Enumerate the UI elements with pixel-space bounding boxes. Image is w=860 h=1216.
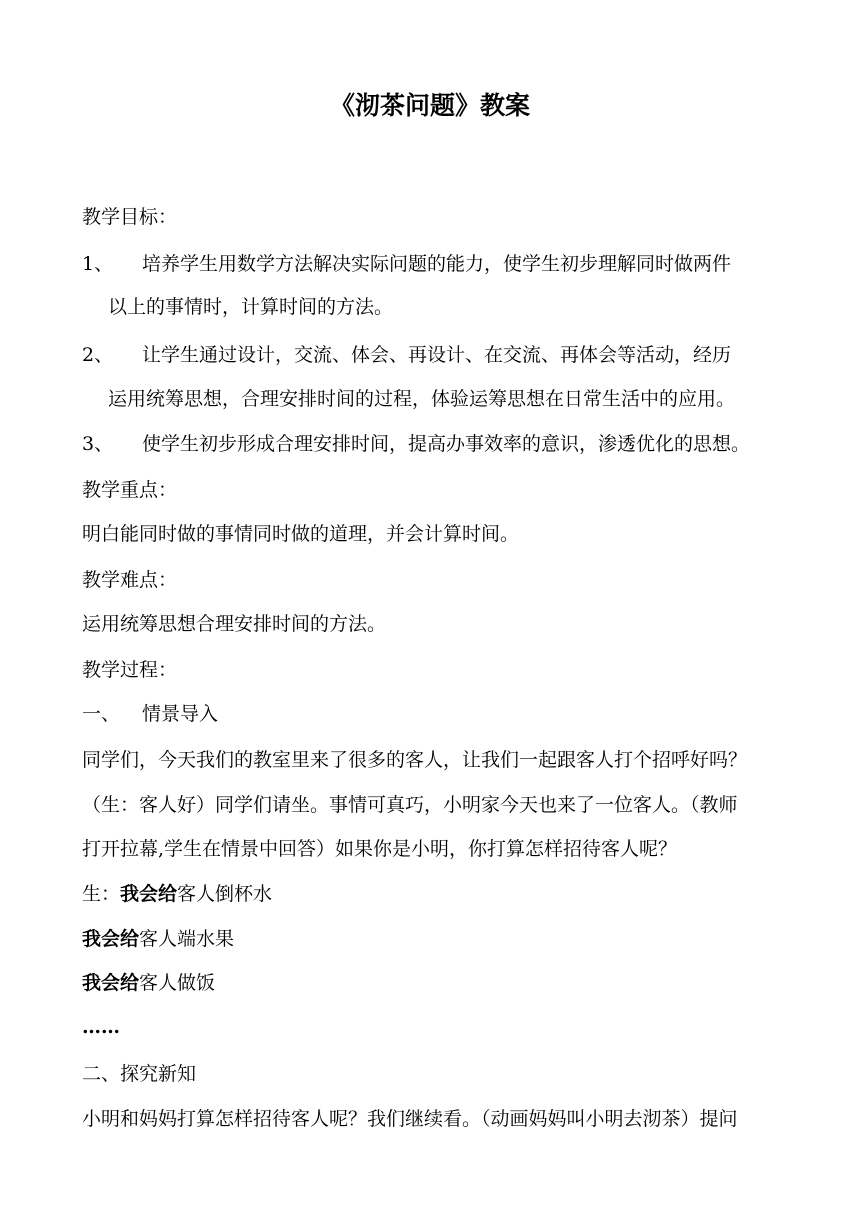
answer-bold-phrase: 我会给 bbox=[120, 883, 178, 905]
student-answer-2 bbox=[82, 924, 782, 954]
answer-text: 客人做饭 bbox=[139, 972, 216, 994]
intro-line-1: 同学们，今天我们的教室里来了很多的客人，让我们一起跟客人打个招呼好吗？ bbox=[82, 749, 748, 771]
goal-2-text-line2: 运用统筹思想，合理安排时间的过程，体验运筹思想在日常生活中的应用。 bbox=[108, 388, 736, 410]
goal-3-number: 3、 bbox=[82, 433, 114, 455]
section-1-number: 一、 bbox=[82, 703, 121, 725]
intro-line-2: （生：客人好）同学们请坐。事情可真巧，小明家今天也来了一位客人。（教师 bbox=[82, 794, 738, 816]
intro-line-3: 打开拉幕,学生在情景中回答）如果你是小明，你打算怎样招待客人呢？ bbox=[82, 838, 678, 860]
section-2-text: 小明和妈妈打算怎样招待客人呢？我们继续看。（动画妈妈叫小明去沏茶）提问 bbox=[82, 1108, 738, 1130]
answer-bold-phrase: 我会给 bbox=[82, 928, 140, 950]
answer-text: 客人端水果 bbox=[139, 928, 235, 950]
difficulty-heading: 教学难点： bbox=[82, 569, 178, 591]
key-points-text: 明白能同时做的事情同时做的道理，并会计算时间。 bbox=[82, 523, 520, 545]
section-2-title: 二、探究新知 bbox=[82, 1063, 197, 1085]
ellipsis: …… bbox=[82, 1016, 120, 1038]
student-answer-3 bbox=[82, 968, 782, 998]
goal-2-number: 2、 bbox=[82, 344, 114, 366]
answer-bold-phrase: 我会给 bbox=[82, 972, 140, 994]
goal-1-text-line2: 以上的事情时，计算时间的方法。 bbox=[108, 296, 394, 318]
student-answer-1 bbox=[82, 879, 782, 909]
process-heading: 教学过程： bbox=[82, 659, 178, 681]
goal-2-text-line1: 让学生通过设计，交流、体会、再设计、在交流、再体会等活动，经历 bbox=[142, 344, 732, 366]
student-prefix: 生： bbox=[82, 883, 121, 905]
goal-1-number: 1、 bbox=[82, 253, 114, 275]
key-points-heading: 教学重点： bbox=[82, 479, 178, 501]
document-title: 《沏茶问题》教案 bbox=[329, 91, 530, 120]
section-1-title: 情景导入 bbox=[142, 703, 219, 725]
goal-3-text-line1: 使学生初步形成合理安排时间，提高办事效率的意识，渗透优化的思想。 bbox=[142, 433, 751, 455]
difficulty-text: 运用统筹思想合理安排时间的方法。 bbox=[82, 613, 387, 635]
goal-1-text-line1: 培养学生用数学方法解决实际问题的能力，使学生初步理解同时做两件 bbox=[142, 253, 732, 275]
goals-heading: 教学目标： bbox=[82, 206, 178, 228]
answer-text: 客人倒杯水 bbox=[177, 883, 273, 905]
